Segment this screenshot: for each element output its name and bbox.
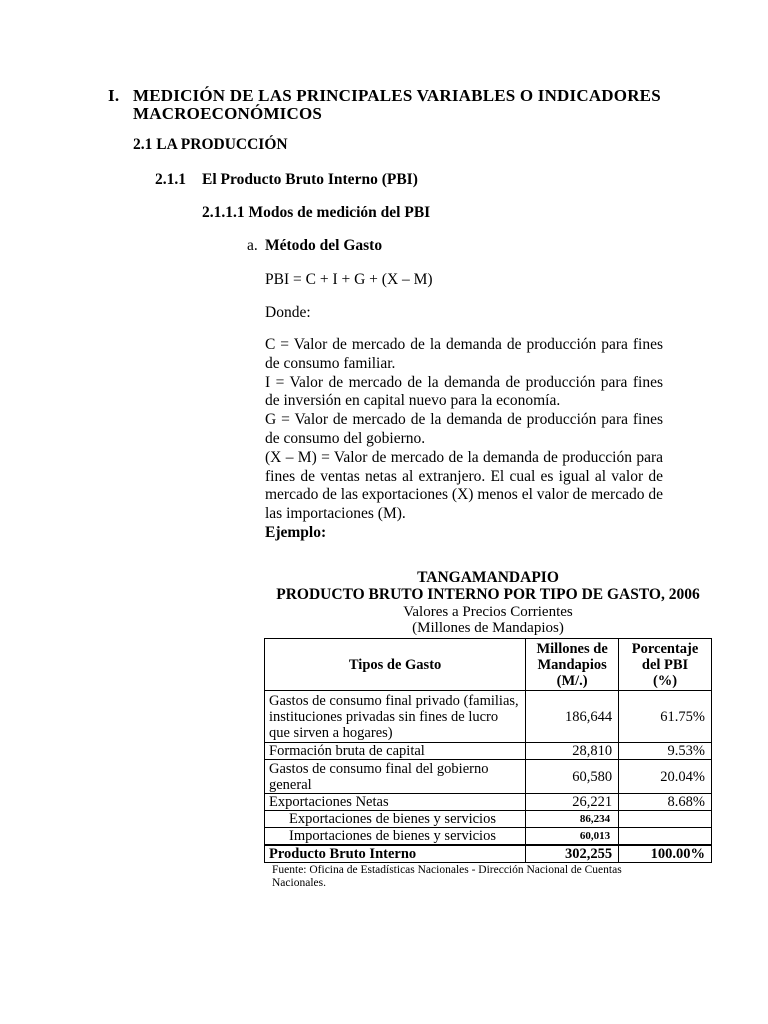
definition-xm bbox=[265, 449, 663, 524]
table-row bbox=[265, 794, 712, 811]
gdp-equation: PBI = C + I + G + (X – M) bbox=[265, 271, 433, 288]
section-number: I. bbox=[108, 86, 120, 105]
table-row bbox=[265, 760, 712, 794]
row-label: Exportaciones Netas bbox=[265, 794, 526, 811]
definition-g bbox=[265, 411, 663, 449]
row-pct: 20.04% bbox=[619, 760, 712, 794]
example-label: Ejemplo: bbox=[265, 524, 327, 541]
subrow-pct-empty bbox=[619, 828, 712, 846]
subsection-heading: 2.1 LA PRODUCCIÓN bbox=[133, 136, 288, 153]
table-title-1: TANGAMANDAPIO bbox=[417, 569, 559, 586]
definition-c bbox=[265, 336, 663, 374]
list-marker: a. bbox=[247, 237, 258, 254]
header-pct-line: Porcentaje bbox=[631, 640, 699, 657]
header-value bbox=[526, 639, 619, 691]
subrow-value: 60,013 bbox=[526, 828, 619, 846]
row-value: 60,580 bbox=[526, 760, 619, 794]
header-type: Tipos de Gasto bbox=[265, 639, 526, 691]
subrow-label: Exportaciones de bienes y servicios bbox=[265, 811, 526, 828]
header-pct bbox=[619, 639, 712, 691]
paragraph-heading: 2.1.1.1 Modos de medición del PBI bbox=[202, 204, 431, 221]
definition-term: (X – M) = bbox=[265, 448, 330, 466]
section-title-line1: MEDICIÓN DE LAS PRINCIPALES VARIABLES O INDICADORES bbox=[133, 86, 661, 105]
header-pct-line: del PBI bbox=[641, 656, 689, 673]
header-pct-line: (%) bbox=[652, 672, 678, 689]
subrow-label: Importaciones de bienes y servicios bbox=[265, 828, 526, 846]
subsubsection-number: 2.1.1 bbox=[155, 171, 186, 188]
row-label: Gastos de consumo final del gobierno general bbox=[265, 760, 526, 794]
table-subrow bbox=[265, 828, 712, 846]
table-subtitle-2: (Millones de Mandapios) bbox=[412, 620, 564, 636]
subrow-pct-empty bbox=[619, 811, 712, 828]
total-label: Producto Bruto Interno bbox=[265, 845, 526, 863]
subsubsection-title: El Producto Bruto Interno (PBI) bbox=[202, 171, 418, 188]
table-title-2: PRODUCTO BRUTO INTERNO POR TIPO DE GASTO, 2006 bbox=[276, 586, 700, 603]
definition-term: I = bbox=[265, 373, 285, 391]
row-value: 28,810 bbox=[526, 743, 619, 760]
table-header-row bbox=[265, 639, 712, 691]
definition-i bbox=[265, 374, 663, 412]
definition-text: Valor de mercado de la demanda de producción para fines de consumo familiar. bbox=[265, 336, 663, 372]
donde-label: Donde: bbox=[265, 304, 311, 321]
row-value: 186,644 bbox=[526, 691, 619, 743]
row-pct: 9.53% bbox=[619, 743, 712, 760]
row-label: Gastos de consumo final privado (familias, instituciones privadas sin fines de lucro que sirven a hogares) bbox=[265, 691, 526, 743]
table-total-row bbox=[265, 845, 712, 863]
table-row bbox=[265, 691, 712, 743]
definition-term: C = bbox=[265, 336, 290, 353]
header-value-line: Mandapios bbox=[537, 656, 607, 673]
method-title: Método del Gasto bbox=[265, 237, 383, 254]
subrow-value: 86,234 bbox=[526, 811, 619, 828]
total-pct: 100.00% bbox=[619, 845, 712, 863]
header-value-line: Millones de bbox=[536, 640, 608, 657]
gdp-table bbox=[264, 638, 712, 863]
definition-text: Valor de mercado de la demanda de producción para fines de inversión en capital nuevo para la economía. bbox=[265, 373, 664, 410]
row-value: 26,221 bbox=[526, 794, 619, 811]
table-row bbox=[265, 743, 712, 760]
table-subrow bbox=[265, 811, 712, 828]
definition-text: Valor de mercado de la demanda de producción para fines de ventas netas al extranjero. El cual es igual al valor de mercado de las exportaciones (X) menos el valor de mercado de las importaciones (M). bbox=[265, 448, 663, 523]
row-label: Formación bruta de capital bbox=[265, 743, 526, 760]
header-value-line: (M/.) bbox=[556, 672, 588, 689]
definition-term: G = bbox=[265, 411, 290, 429]
section-title-line2: MACROECONÓMICOS bbox=[133, 104, 323, 123]
definition-text: Valor de mercado de la demanda de producción para fines de consumo del gobierno. bbox=[265, 411, 664, 447]
row-pct: 8.68% bbox=[619, 794, 712, 811]
table-source-note: Fuente: Oficina de Estadísticas Nacionales - Dirección Nacional de Cuentas Nacionales. bbox=[272, 864, 622, 889]
definitions-block bbox=[265, 336, 663, 524]
total-value: 302,255 bbox=[526, 845, 619, 863]
row-pct: 61.75% bbox=[619, 691, 712, 743]
table-subtitle-1: Valores a Precios Corrientes bbox=[403, 604, 573, 620]
